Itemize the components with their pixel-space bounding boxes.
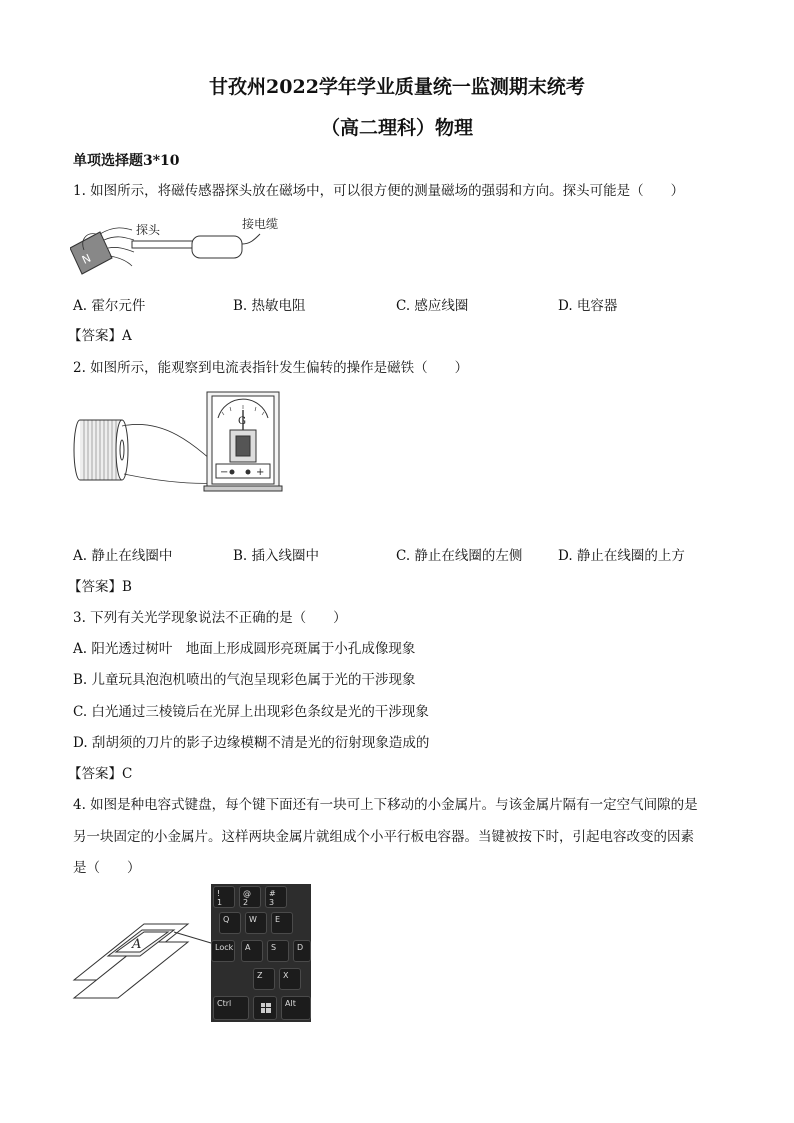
- galvanometer-label: G: [238, 416, 246, 427]
- question-3-stem: 3. 下列有关光学现象说法不正确的是（ ）: [73, 610, 347, 626]
- question-1-stem: 1. 如图所示，将磁传感器探头放在磁场中，可以很方便的测量磁场的强弱和方向。探头可能是（ ）: [73, 183, 685, 199]
- question-4-stem-line1: 4. 如图是种电容式键盘，每个键下面还有一块可上下移动的小金属片。与该金属片隔有一定空气间隙的是: [73, 797, 698, 813]
- question-4-stem-line2: 另一块固定的小金属片。这样两块金属片就组成个小平行板电容器。当键被按下时，引起电容改变的因素: [73, 829, 694, 845]
- q1-answer: 【答案】A: [68, 328, 132, 344]
- key-d[interactable]: D: [293, 940, 311, 962]
- q3-option-a[interactable]: A. 阳光透过树叶 地面上形成圆形亮斑属于小孔成像现象: [73, 641, 416, 657]
- q2-option-a[interactable]: A. 静止在线圈中: [73, 548, 173, 564]
- key-z[interactable]: Z: [253, 968, 275, 990]
- q3-option-c[interactable]: C. 白光通过三棱镜后在光屏上出现彩色条纹是光的干涉现象: [73, 704, 429, 720]
- key-a-label: A: [132, 937, 142, 952]
- key-ctrl[interactable]: Ctrl: [213, 996, 249, 1020]
- section-title: 单项选择题3*10: [73, 153, 180, 169]
- key-w[interactable]: W: [245, 912, 267, 934]
- q2-option-c[interactable]: C. 静止在线圈的左侧: [396, 548, 523, 564]
- keyboard-photo: [211, 884, 311, 1022]
- q1-option-a[interactable]: A. 霍尔元件: [73, 298, 146, 314]
- q3-option-d[interactable]: D. 刮胡须的刀片的影子边缘模糊不清是光的衍射现象造成的: [73, 735, 430, 751]
- key-lock[interactable]: Lock: [211, 940, 235, 962]
- key-2[interactable]: @ 2: [239, 886, 261, 908]
- key-windows[interactable]: [253, 996, 277, 1020]
- question-1-options: [73, 296, 753, 316]
- q2-answer: 【答案】B: [68, 579, 132, 595]
- windows-icon: [261, 1003, 271, 1013]
- probe-label: 探头: [136, 223, 161, 237]
- question-4-stem-line3: 是（ ）: [73, 860, 141, 876]
- q3-option-b[interactable]: B. 儿童玩具泡泡机喷出的气泡呈现彩色属于光的干涉现象: [73, 672, 416, 688]
- key-q[interactable]: Q: [219, 912, 241, 934]
- q2-figure: [72, 388, 284, 494]
- q1-option-d[interactable]: D. 电容器: [558, 298, 618, 314]
- q1-figure: [70, 210, 300, 280]
- q2-option-b[interactable]: B. 插入线圈中: [233, 548, 320, 564]
- magnet-label: N: [80, 251, 93, 267]
- q2-option-d[interactable]: D. 静止在线圈的上方: [558, 548, 685, 564]
- question-2-options: [73, 546, 753, 566]
- page-subtitle: （高二理科）物理: [320, 117, 473, 139]
- q1-option-c[interactable]: C. 感应线圈: [396, 298, 469, 314]
- key-s[interactable]: S: [267, 940, 289, 962]
- terminal-plus: +: [256, 467, 265, 478]
- key-x[interactable]: X: [279, 968, 301, 990]
- q1-option-b[interactable]: B. 热敏电阻: [233, 298, 306, 314]
- key-1[interactable]: ! 1: [213, 886, 235, 908]
- page-title: 甘孜州2022学年学业质量统一监测期末统考: [209, 76, 585, 98]
- cable-label: 接电缆: [242, 217, 279, 231]
- key-a[interactable]: A: [241, 940, 263, 962]
- key-3[interactable]: # 3: [265, 886, 287, 908]
- key-e[interactable]: E: [271, 912, 293, 934]
- terminal-minus: −: [220, 467, 229, 478]
- key-alt[interactable]: Alt: [281, 996, 311, 1020]
- q3-answer: 【答案】C: [68, 766, 133, 782]
- question-2-stem: 2. 如图所示，能观察到电流表指针发生偏转的操作是磁铁（ ）: [73, 360, 469, 376]
